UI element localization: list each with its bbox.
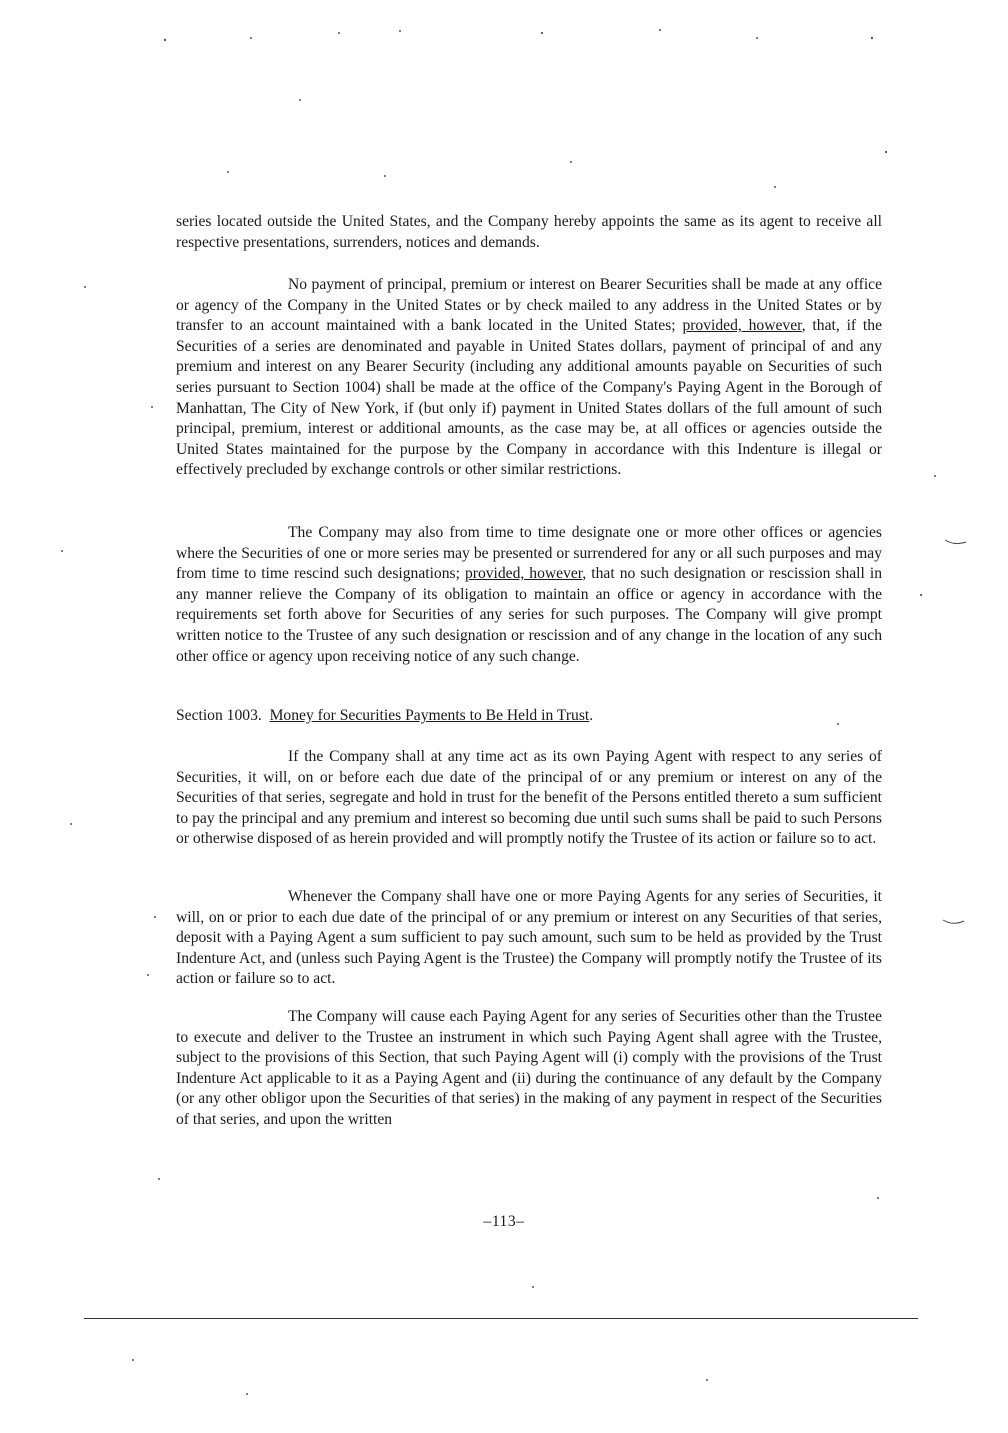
- proviso-underlined: provided, however: [682, 317, 802, 335]
- paragraph-other-offices: [176, 523, 882, 667]
- paragraph-text: The Company may also from time to time designate one or more other offices or agencies where the Securities of one or more series may be presented or surrendered for any or all such purposes and may from time to time rescind such designations;: [176, 524, 882, 583]
- paragraph-bearer-securities-payment: [176, 275, 882, 481]
- paragraph-text: , that no such designation or rescission shall in any manner relieve the Company of its obligation to maintain an office or agency in accordance with the requirements set forth above for Securities of any series for such purposes. The Company will give prompt written notice to the Trustee of any such designation or rescission and of any change in the location of any such other office or agency upon receiving notice of any such change.: [176, 565, 882, 665]
- section-title: Money for Securities Payments to Be Held in Trust: [269, 707, 590, 724]
- paragraph-paying-agent-instrument: The Company will cause each Paying Agent for any series of Securities other than the Trustee to execute and deliver to the Trustee an instrument in which such Paying Agent shall agree with the Trustee, subject to the provisions of this Section, that such Paying Agent will (i) comply with the provisions of the Trust Indenture Act applicable to it as a Paying Agent and (ii) during the continuance of any default by the Company (or any other obligor upon the Securities of that series) in the making of any payment in respect of the Securities of that series, and upon the written: [176, 1008, 882, 1128]
- paragraph-paying-agents-deposit: Whenever the Company shall have one or more Paying Agents for any series of Securities, it will, on or prior to each due date of the principal of or any premium or interest on any Securities of that series, deposit with a Paying Agent a sum sufficient to pay such amount, such sum to be held as provided by the Trust Indenture Act, and (unless such Paying Agent is the Trustee) the Company will promptly notify the Trustee of its action or failure so to act.: [176, 888, 882, 988]
- paragraph-own-paying-agent: If the Company shall at any time act as its own Paying Agent with respect to any series of Securities, it will, on or before each due date of the principal of or any premium or interest on any of the Securities of that series, segregate and hold in trust for the benefit of the Persons entitled thereto a sum sufficient to pay the principal and any premium and interest so becoming due until such sums shall be paid to such Persons or otherwise disposed of as herein provided and will promptly notify the Trustee of its action or failure so to act.: [176, 748, 882, 848]
- paragraph-text: , that, if the Securities of a series are denominated and payable in United States dollars, payment of principal of and any premium and interest on any Bearer Security (including any additional amounts payable on Securities of such series pursuant to Section 1004) shall be made at the office of the Company's Paying Agent in the Borough of Manhattan, The City of New York, if (but only if) payment in United States dollars of the full amount of such principal, premium, interest or additional amounts, as the case may be, at all offices or agencies outside the United States maintained for the purpose by the Company in accordance with this Indenture is illegal or effectively precluded by exchange controls or other similar restrictions.: [176, 317, 882, 479]
- paragraph-text: No payment of principal, premium or interest on Bearer Securities shall be made at any office or agency of the Company in the United States or by check mailed to any address in the United States or by transfer to an account maintained with a bank located in the United States;: [176, 276, 882, 335]
- section-heading: [176, 706, 882, 727]
- section-title-end: .: [589, 707, 594, 724]
- section-number: Section 1003.: [176, 707, 262, 724]
- page-number: –113–: [483, 1213, 525, 1230]
- footer-rule: [84, 1318, 918, 1319]
- paragraph-continuation: series located outside the United States, and the Company hereby appoints the same as its agent to receive all respective presentations, surrenders, notices and demands.: [176, 213, 882, 251]
- proviso-underlined: provided, however: [464, 565, 583, 583]
